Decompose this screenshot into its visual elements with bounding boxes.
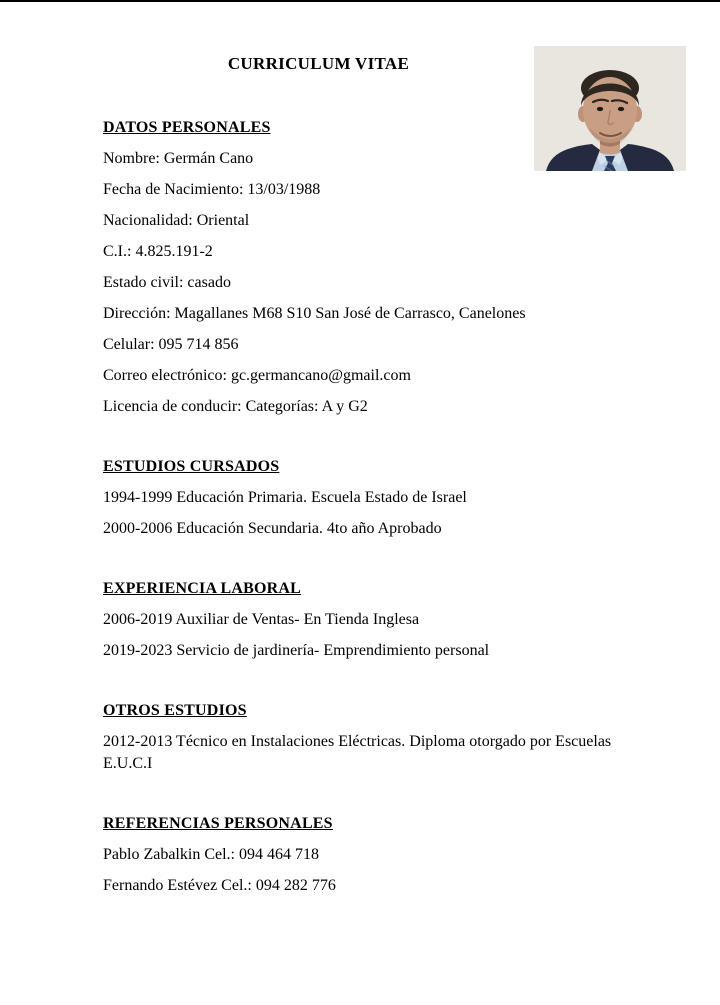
estudio-primaria: 1994-1999 Educación Primaria. Escuela Estado de Israel [103, 489, 467, 506]
otro-estudio-tecnico: 2012-2013 Técnico en Instalaciones Eléctricas. Diploma otorgado por Escuelas E.U.C.I [103, 733, 612, 772]
field-licencia: Licencia de conducir: Categorías: A y G2 [103, 398, 368, 415]
section-experiencia-laboral [103, 578, 617, 662]
section-heading: EXPERIENCIA LABORAL [103, 580, 302, 597]
section-heading: OTROS ESTUDIOS [103, 702, 247, 719]
section-estudios-cursados [103, 456, 617, 540]
document-title: CURRICULUM VITAE [227, 54, 410, 73]
section-heading: REFERENCIAS PERSONALES [103, 815, 333, 832]
referencia-fernando: Fernando Estévez Cel.: 094 282 776 [103, 877, 336, 894]
field-celular: Celular: 095 714 856 [103, 336, 239, 353]
section-referencias-personales [103, 813, 617, 897]
field-correo-electronico: Correo electrónico: gc.germancano@gmail.com [103, 367, 411, 384]
experiencia-jardineria: 2019-2023 Servicio de jardinería- Emprendimiento personal [103, 642, 490, 659]
field-estado-civil: Estado civil: casado [103, 274, 231, 291]
section-datos-personales [103, 117, 617, 418]
field-direccion: Dirección: Magallanes M68 S10 San José de Carrasco, Canelones [103, 305, 526, 322]
field-nombre: Nombre: Germán Cano [103, 150, 254, 167]
section-heading: ESTUDIOS CURSADOS [103, 458, 280, 475]
estudio-secundaria: 2000-2006 Educación Secundaria. 4to año Aprobado [103, 520, 442, 537]
section-heading: DATOS PERSONALES [103, 119, 271, 136]
field-ci: C.I.: 4.825.191-2 [103, 243, 213, 260]
field-fecha-nacimiento: Fecha de Nacimiento: 13/03/1988 [103, 181, 321, 198]
document-body [103, 0, 617, 906]
experiencia-ventas: 2006-2019 Auxiliar de Ventas- En Tienda Inglesa [103, 611, 420, 628]
section-otros-estudios [103, 700, 617, 775]
referencia-pablo: Pablo Zabalkin Cel.: 094 464 718 [103, 846, 319, 863]
eye-right [618, 107, 624, 111]
field-nacionalidad: Nacionalidad: Oriental [103, 212, 250, 229]
